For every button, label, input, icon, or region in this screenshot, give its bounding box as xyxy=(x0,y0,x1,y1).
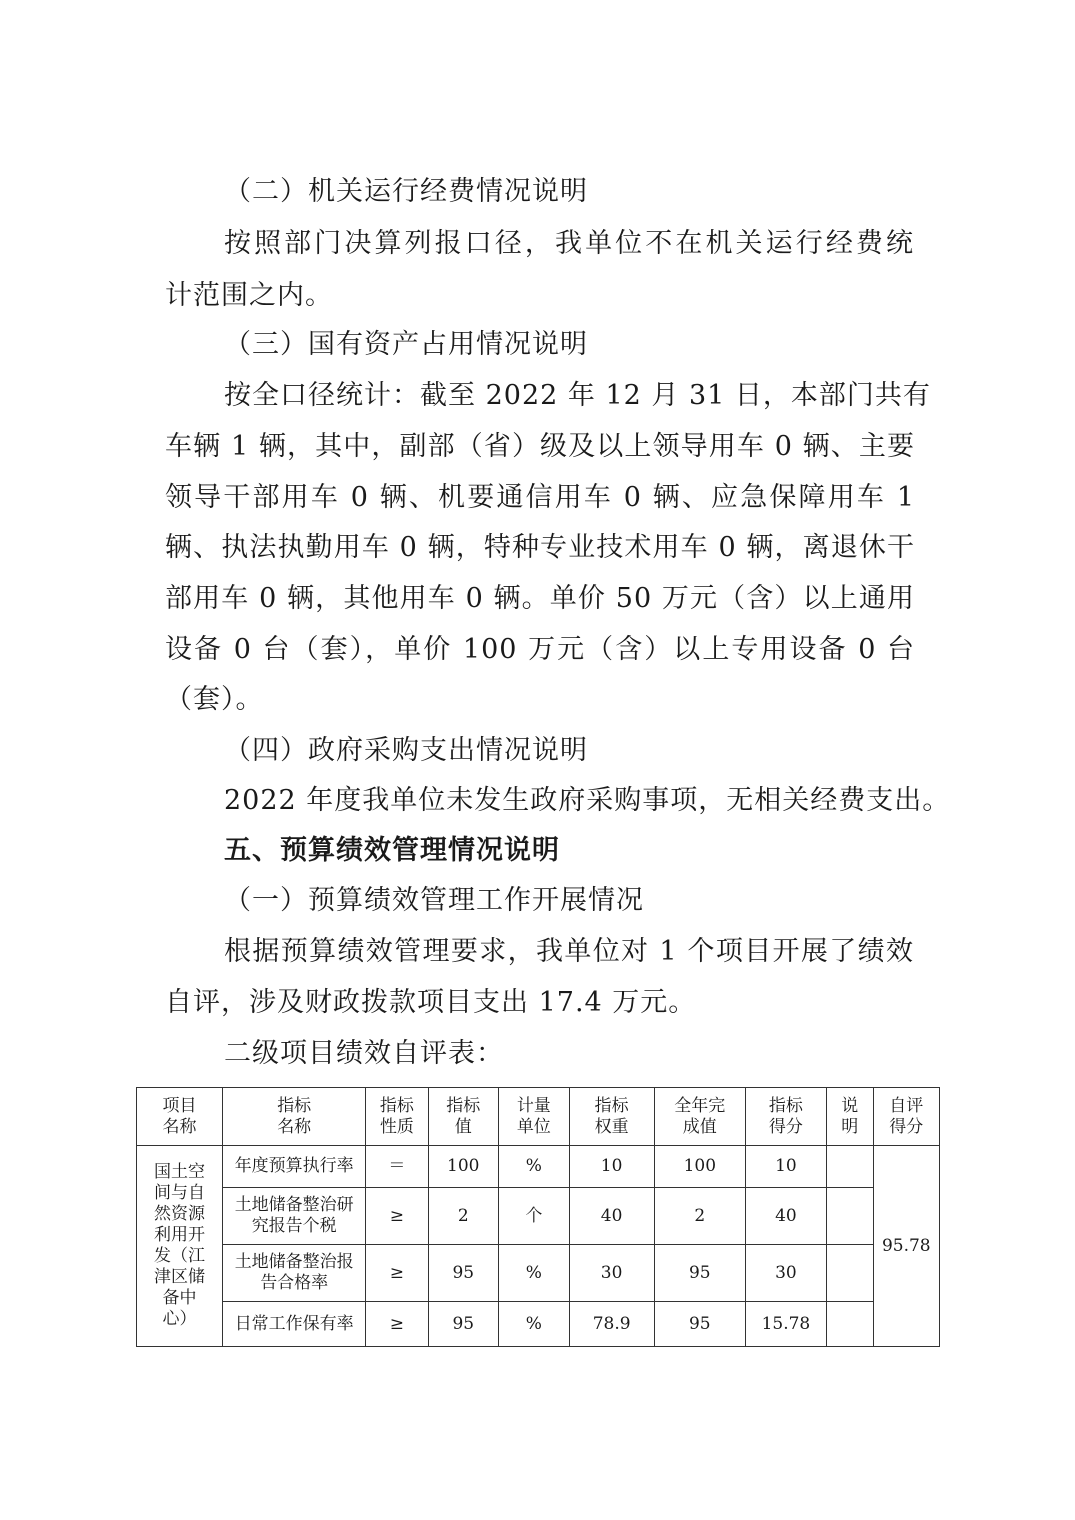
indicator-name-cell: 土地储备整治报告合格率 xyxy=(223,1245,366,1302)
score-cell: 40 xyxy=(745,1188,826,1245)
table-row xyxy=(137,1245,940,1302)
table-row xyxy=(137,1146,940,1188)
table-header-row xyxy=(137,1088,940,1146)
section-3-heading: （三）国有资产占用情况说明 xyxy=(224,329,588,360)
section-2-heading: （二）机关运行经费情况说明 xyxy=(224,176,588,207)
section-3-paragraph-line: 部用车 0 辆，其他用车 0 辆。单价 50 万元（含）以上通用 xyxy=(165,583,915,614)
weight-cell: 30 xyxy=(569,1245,654,1302)
self-score-cell: 95.78 xyxy=(873,1146,939,1347)
unit-cell: % xyxy=(499,1302,570,1347)
actual-cell: 100 xyxy=(654,1146,745,1188)
weight-cell: 40 xyxy=(569,1188,654,1245)
performance-evaluation-table xyxy=(136,1087,940,1347)
header-self-score: 自评 得分 xyxy=(873,1088,939,1146)
section-4-heading: （四）政府采购支出情况说明 xyxy=(224,735,588,766)
indicator-nature-cell: ＝ xyxy=(366,1146,428,1188)
indicator-name-cell: 土地储备整治研究报告个税 xyxy=(223,1188,366,1245)
section-3-paragraph-line: 辆、执法执勤用车 0 辆，特种专业技术用车 0 辆，离退休干 xyxy=(165,532,915,563)
table-caption: 二级项目绩效自评表： xyxy=(224,1038,504,1069)
section-3-paragraph-line: （套）。 xyxy=(165,684,264,715)
header-actual: 全年完 成值 xyxy=(654,1088,745,1146)
header-project-name: 项目 名称 xyxy=(137,1088,223,1146)
section-2-paragraph-line: 按照部门决算列报口径，我单位不在机关运行经费统 xyxy=(224,228,914,259)
actual-cell: 2 xyxy=(654,1188,745,1245)
note-cell xyxy=(826,1302,873,1347)
indicator-value-cell: 95 xyxy=(428,1245,499,1302)
indicator-value-cell: 100 xyxy=(428,1146,499,1188)
section-3-paragraph-line: 设备 0 台（套），单价 100 万元（含）以上专用设备 0 台 xyxy=(165,634,915,665)
section-4-paragraph-line: 2022 年度我单位未发生政府采购事项，无相关经费支出。 xyxy=(224,785,951,816)
header-indicator-score: 指标 得分 xyxy=(745,1088,826,1146)
score-cell: 15.78 xyxy=(745,1302,826,1347)
header-indicator-value: 指标 值 xyxy=(428,1088,499,1146)
unit-cell: % xyxy=(499,1245,570,1302)
header-unit: 计量 单位 xyxy=(499,1088,570,1146)
indicator-name-cell: 年度预算执行率 xyxy=(223,1146,366,1188)
actual-cell: 95 xyxy=(654,1245,745,1302)
indicator-nature-cell: ≥ xyxy=(366,1245,428,1302)
header-indicator-name: 指标 名称 xyxy=(223,1088,366,1146)
note-cell xyxy=(826,1245,873,1302)
actual-cell: 95 xyxy=(654,1302,745,1347)
section-5-heading: 五、预算绩效管理情况说明 xyxy=(224,835,560,866)
note-cell xyxy=(826,1146,873,1188)
section-3-paragraph-line: 按全口径统计：截至 2022 年 12 月 31 日，本部门共有 xyxy=(224,380,931,411)
section-5-1-paragraph-line: 根据预算绩效管理要求，我单位对 1 个项目开展了绩效 xyxy=(224,936,914,967)
indicator-value-cell: 95 xyxy=(428,1302,499,1347)
section-3-paragraph-line: 车辆 1 辆，其中，副部（省）级及以上领导用车 0 辆、主要 xyxy=(165,431,915,462)
header-note: 说 明 xyxy=(826,1088,873,1146)
table-row xyxy=(137,1188,940,1245)
score-cell: 10 xyxy=(745,1146,826,1188)
table-row xyxy=(137,1302,940,1347)
unit-cell: 个 xyxy=(499,1188,570,1245)
score-cell: 30 xyxy=(745,1245,826,1302)
section-5-1-paragraph-line: 自评，涉及财政拨款项目支出 17.4 万元。 xyxy=(165,987,697,1018)
header-weight: 指标 权重 xyxy=(569,1088,654,1146)
section-3-paragraph-line: 领导干部用车 0 辆、机要通信用车 0 辆、应急保障用车 1 xyxy=(165,482,915,513)
header-indicator-nature: 指标 性质 xyxy=(366,1088,428,1146)
project-name-cell: 国土空 间与自 然资源 利用开 发（江 津区储 备中 心） xyxy=(137,1146,223,1347)
note-cell xyxy=(826,1188,873,1245)
section-2-paragraph-line: 计范围之内。 xyxy=(165,280,333,311)
weight-cell: 78.9 xyxy=(569,1302,654,1347)
indicator-value-cell: 2 xyxy=(428,1188,499,1245)
indicator-nature-cell: ≥ xyxy=(366,1302,428,1347)
indicator-nature-cell: ≥ xyxy=(366,1188,428,1245)
indicator-name-cell: 日常工作保有率 xyxy=(223,1302,366,1347)
unit-cell: % xyxy=(499,1146,570,1188)
section-5-1-heading: （一）预算绩效管理工作开展情况 xyxy=(224,885,644,916)
weight-cell: 10 xyxy=(569,1146,654,1188)
